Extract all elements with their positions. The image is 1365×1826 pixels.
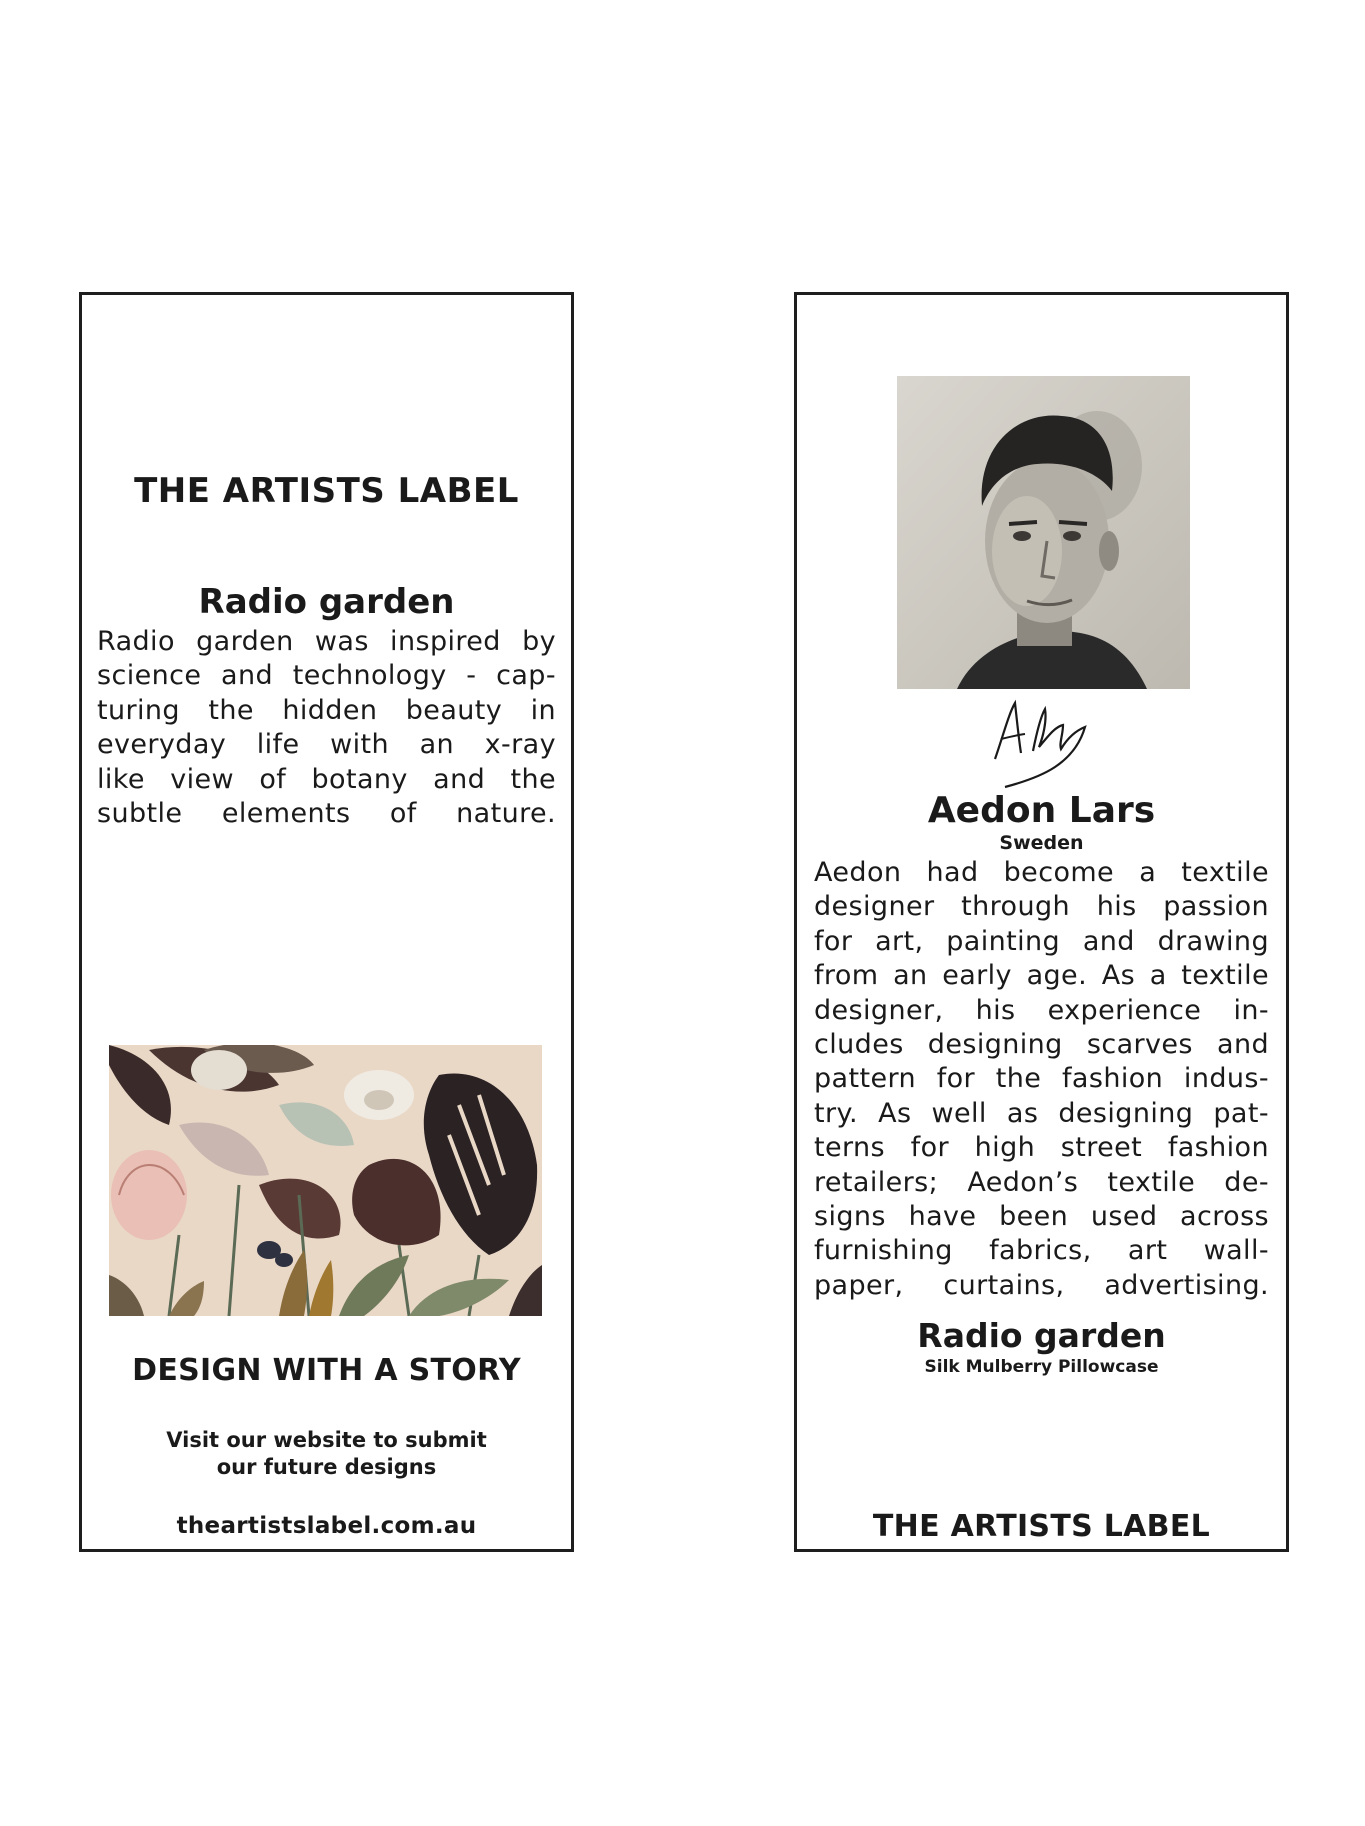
bio-line: cludes designing scarves and	[814, 1029, 1269, 1061]
brand-heading: THE ARTISTS LABEL	[134, 471, 519, 511]
artist-country: Sweden	[999, 832, 1084, 854]
bio-line: furnishing fabrics, art wall-	[814, 1235, 1269, 1267]
visit-line: Visit our website to submit	[166, 1428, 487, 1452]
bio-line: pattern for the fashion indus-	[814, 1063, 1269, 1095]
artist-portrait-photo	[897, 376, 1190, 689]
description-line: science and technology - cap-	[97, 660, 556, 692]
bio-line: terns for high street fashion	[814, 1132, 1269, 1164]
bio-line: from an early age. As a textile	[814, 960, 1269, 992]
design-card	[79, 292, 574, 1552]
description-line: subtle elements of nature.	[97, 798, 556, 830]
bio-line: designer, his experience in-	[814, 994, 1269, 1026]
bio-line: try. As well as designing pat-	[814, 1097, 1269, 1129]
visit-line: our future designs	[216, 1455, 437, 1479]
product-title: Radio garden	[917, 1316, 1166, 1355]
tagline: DESIGN WITH A STORY	[132, 1353, 521, 1388]
artist-bio	[814, 856, 1269, 1303]
bio-line: for art, painting and drawing	[814, 925, 1269, 957]
bio-line: paper, curtains, advertising.	[814, 1269, 1269, 1301]
artist-card	[794, 292, 1289, 1552]
bio-line: signs have been used across	[814, 1201, 1269, 1233]
artist-signature	[985, 691, 1095, 789]
brand-footer: THE ARTISTS LABEL	[872, 1509, 1211, 1544]
bio-line: Aedon had become a textile	[814, 857, 1269, 888]
product-subtitle: Silk Mulberry Pillowcase	[924, 1357, 1159, 1377]
artist-name: Aedon Lars	[927, 790, 1156, 831]
description-line: Radio garden was inspired by	[97, 626, 556, 657]
botanical-artwork-image	[109, 1045, 542, 1316]
design-description	[97, 625, 556, 831]
visit-text	[82, 1427, 571, 1481]
description-line: everyday life with an x-ray	[97, 729, 556, 761]
bio-line: designer through his passion	[814, 891, 1269, 923]
description-line: turing the hidden beauty in	[97, 694, 556, 726]
description-line: like view of botany and the	[97, 763, 556, 795]
design-title: Radio garden	[198, 582, 455, 622]
website-link[interactable]: theartistslabel.com.au	[176, 1513, 477, 1539]
bio-line: retailers; Aedon’s textile de-	[814, 1166, 1269, 1198]
